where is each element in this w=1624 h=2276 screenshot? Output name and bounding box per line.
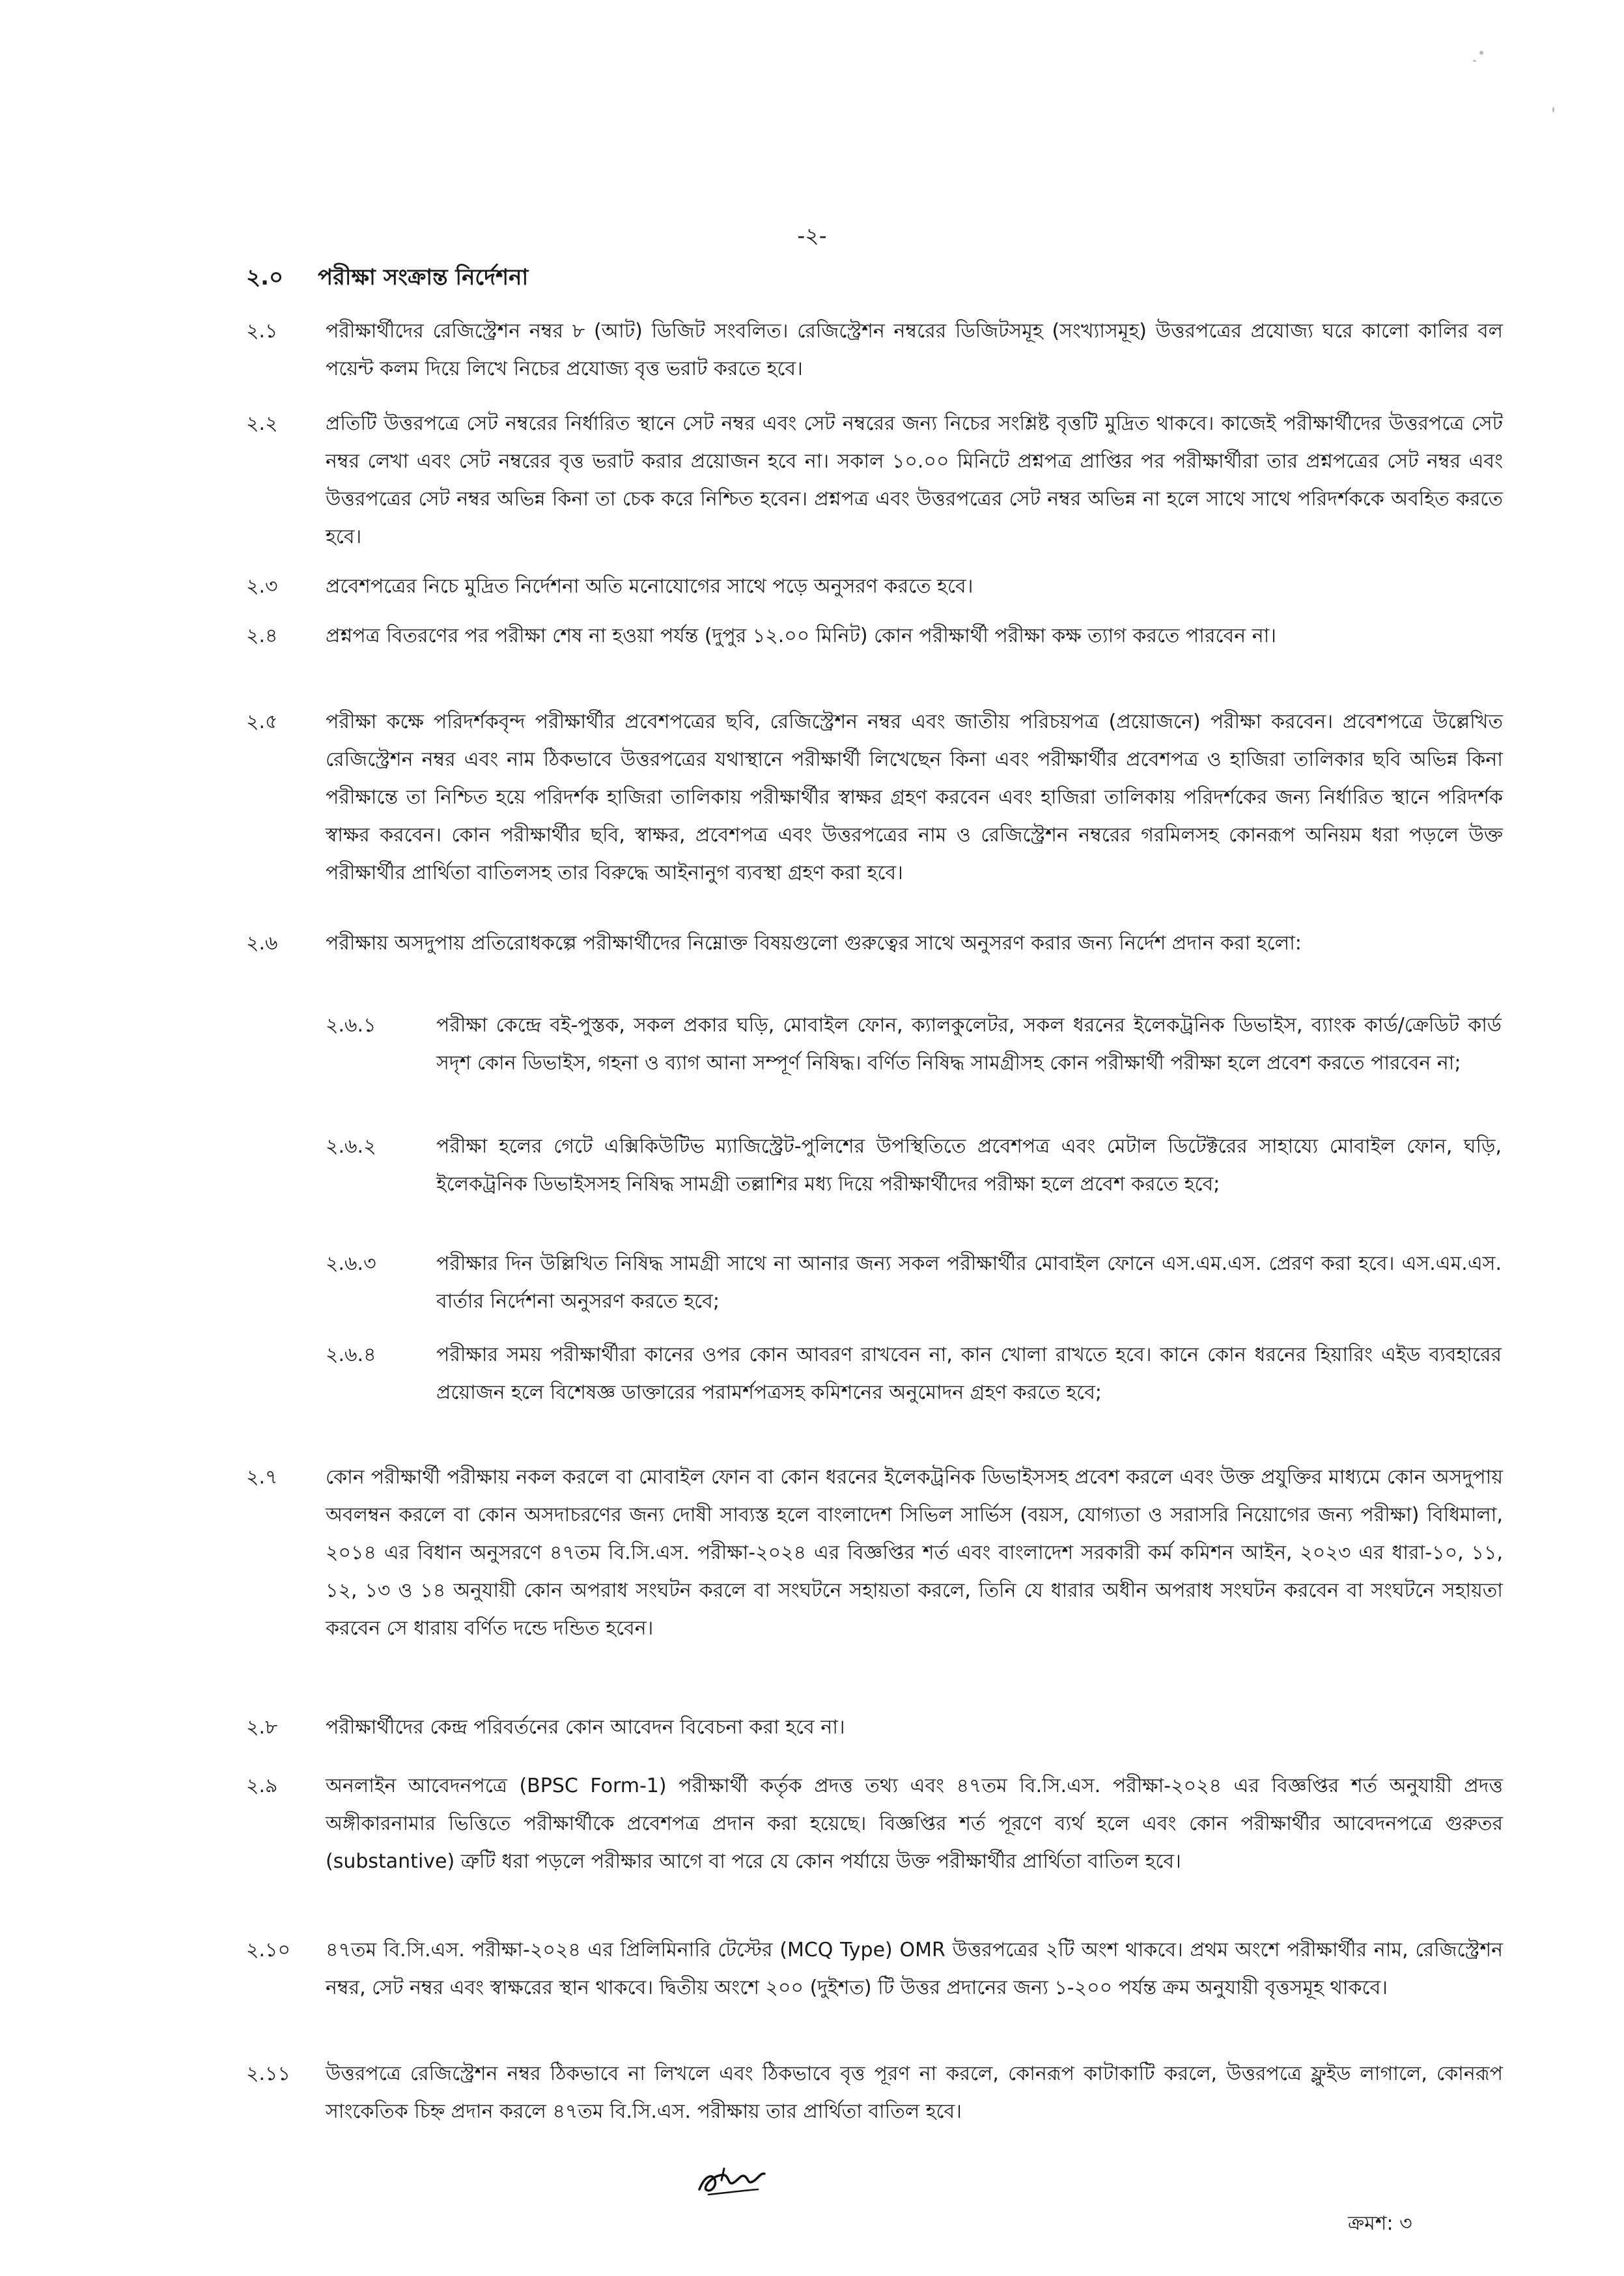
subitem-text: পরীক্ষা হলের গেটে এক্সিকিউটিভ ম্যাজিস্ট্রেট-পুলিশের উপস্থিতিতে প্রবেশপত্র এবং মেটাল ডিটেক্টরের সাহায্যে মোবাইল ফোন, ঘড়ি, ইলেকট্রনিক ডিভাইসসহ নিষিদ্ধ সামগ্রী তল্লাশির মধ্য দিয়ে পরীক্ষার্থীদের পরীক্ষা হলে প্রবেশ করতে হবে; [436, 1135, 1502, 1196]
subitem-text: পরীক্ষা কেন্দ্রে বই-পুস্তক, সকল প্রকার ঘড়ি, মোবাইল ফোন, ক্যালকুলেটর, সকল ধরনের ইলেকট্রনিক ডিভাইস, ব্যাংক কার্ড/ক্রেডিট কার্ড সদৃশ কোন ডিভাইস, গহনা ও ব্যাগ আনা সম্পূর্ণ নিষিদ্ধ। বর্ণিত নিষিদ্ধ সামগ্রীসহ কোন পরীক্ষার্থী পরীক্ষা হলে প্রবেশ করতে পারবেন না; [436, 1014, 1502, 1075]
item-text: পরীক্ষার্থীদের রেজিস্ট্রেশন নম্বর ৮ (আট) ডিজিট সংবলিত। রেজিস্ট্রেশন নম্বরের ডিজিটসমূহ (সংখ্যাসমূহ) উত্তরপত্রের প্রযোজ্য ঘরে কালো কালির বল পয়েন্ট কলম দিয়ে লিখে নিচের প্রযোজ্য বৃত্ত ভরাট করতে হবে। [326, 320, 1503, 380]
footer-continued: ক্রমশ: ৩ [1348, 2212, 1412, 2235]
item-number: ২.২ [246, 412, 278, 435]
item-number: ২.৯ [246, 1775, 278, 1797]
sub-list-item [326, 1245, 1502, 1321]
list-item [246, 617, 1503, 655]
subitem-number: ২.৬.৩ [326, 1252, 376, 1275]
subitem-text: পরীক্ষার সময় পরীক্ষার্থীরা কানের ওপর কোন আবরণ রাখবেন না, কান খোলা রাখতে হবে। কানে কোন ধরনের হিয়ারিং এইড ব্যবহারের প্রয়োজন হলে বিশেষজ্ঞ ডাক্তারের পরামর্শপত্রসহ কমিশনের অনুমোদন গ্রহণ করতে হবে; [436, 1343, 1502, 1404]
list-item [246, 1459, 1503, 1648]
page-number: -২- [797, 223, 827, 248]
item-number: ২.৭ [246, 1466, 278, 1489]
list-item [246, 925, 1503, 962]
list-item [246, 2055, 1503, 2131]
item-text: উত্তরপত্রে রেজিস্ট্রেশন নম্বর ঠিকভাবে না লিখলে এবং ঠিকভাবে বৃত্ত পূরণ না করলে, কোনরূপ কাটাকাটি করলে, উত্তরপত্রে ফ্লুইড লাগালে, কোনরূপ সাংকেতিক চিহ্ন প্রদান করলে ৪৭তম বি.সি.এস. পরীক্ষায় তার প্রার্থিতা বাতিল হবে। [326, 2062, 1504, 2123]
item-number: ২.১১ [246, 2062, 290, 2085]
item-text: পরীক্ষা কক্ষে পরিদর্শকবৃন্দ পরীক্ষার্থীর প্রবেশপত্রের ছবি, রেজিস্ট্রেশন নম্বর এবং জাতীয় পরিচয়পত্র (প্রয়োজনে) পরীক্ষা করবেন। প্রবেশপত্রে উল্লেখিত রেজিস্ট্রেশন নম্বর এবং নাম ঠিকভাবে উত্তরপত্রের যথাস্থানে পরীক্ষার্থী লিখেছেন কিনা এবং পরীক্ষার্থীর প্রবেশপত্র ও হাজিরা তালিকার ছবি অভিন্ন কিনা পরীক্ষান্তে তা নিশ্চিত হয়ে পরিদর্শক হাজিরা তালিকায় পরীক্ষার্থীর স্বাক্ষর গ্রহণ করবেন এবং হাজিরা তালিকায় পরিদর্শকের জন্য নির্ধারিত স্থানে পরিদর্শক স্বাক্ষর করবেন। কোন পরীক্ষার্থীর ছবি, স্বাক্ষর, প্রবেশপত্র এবং উত্তরপত্রের নাম ও রেজিস্ট্রেশন নম্বরের গরমিলসহ কোনরূপ অনিয়ম ধরা পড়লে উক্ত পরীক্ষার্থীর প্রার্থিতা বাতিলসহ তার বিরুদ্ধে আইনানুগ ব্যবস্থা গ্রহণ করা হবে। [326, 710, 1503, 884]
list-item [246, 703, 1503, 892]
sub-list-item [326, 1007, 1502, 1082]
item-text: প্রতিটি উত্তরপত্রে সেট নম্বরের নির্ধারিত স্থানে সেট নম্বর এবং সেট নম্বরের জন্য নিচের সংশ্লিষ্ট বৃত্তটি মুদ্রিত থাকবে। কাজেই পরীক্ষার্থীদের উত্তরপত্রে সেট নম্বর লেখা এবং সেট নম্বরের বৃত্ত ভরাট করার প্রয়োজন হবে না। সকাল ১০.০০ মিনিটে প্রশ্নপত্র প্রাপ্তির পর পরীক্ষার্থীরা তার প্রশ্নপত্রের সেট নম্বর এবং উত্তরপত্রের সেট নম্বর অভিন্ন কিনা তা চেক করে নিশ্চিত হবেন। প্রশ্নপত্র এবং উত্তরপত্রের সেট নম্বর অভিন্ন না হলে সাথে সাথে পরিদর্শককে অবহিত করতে হবে। [326, 412, 1503, 548]
item-text: পরীক্ষার্থীদের কেন্দ্র পরিবর্তনের কোন আবেদন বিবেচনা করা হবে না। [326, 1716, 845, 1739]
item-text: প্রশ্নপত্র বিতরণের পর পরীক্ষা শেষ না হওয়া পর্যন্ত (দুপুর ১২.০০ মিনিট) কোন পরীক্ষার্থী পরীক্ষা কক্ষ ত্যাগ করতে পারবেন না। [326, 625, 1277, 647]
item-number: ২.৬ [246, 932, 278, 955]
subitem-number: ২.৬.৪ [326, 1343, 376, 1366]
list-item [246, 1932, 1503, 2007]
list-item [246, 1767, 1503, 1881]
item-number: ২.৫ [246, 710, 278, 733]
item-number: ২.১০ [246, 1939, 291, 1961]
list-item [246, 313, 1503, 388]
item-text: পরীক্ষায় অসদুপায় প্রতিরোধকল্পে পরীক্ষার্থীদের নিম্নোক্ত বিষয়গুলো গুরুত্বের সাথে অনুসরণ করার জন্য নির্দেশ প্রদান করা হলো: [326, 932, 1302, 955]
item-text: কোন পরীক্ষার্থী পরীক্ষায় নকল করলে বা মোবাইল ফোন বা কোন ধরনের ইলেকট্রনিক ডিভাইসসহ প্রবেশ করলে এবং উক্ত প্রযুক্তির মাধ্যমে কোন অসদুপায় অবলম্বন করলে বা কোন অসদাচরণের জন্য দোষী সাব্যস্ত হলে বাংলাদেশ সিভিল সার্ভিস (বয়স, যোগ্যতা ও সরাসরি নিয়োগের জন্য পরীক্ষা) বিধিমালা, ২০১৪ এর বিধান অনুসরণে ৪৭তম বি.সি.এস. পরীক্ষা-২০২৪ এর বিজ্ঞপ্তির শর্ত এবং বাংলাদেশ সরকারী কর্ম কমিশন আইন, ২০২৩ এর ধারা-১০, ১১, ১২, ১৩ ও ১৪ অনুযায়ী কোন অপরাধ সংঘটন করলে বা সংঘটনে সহায়তা করলে, তিনি যে ধারার অধীন অপরাধ সংঘটন করবেন বা সংঘটনে সহায়তা করবেন সে ধারায় বর্ণিত দন্ডে দন্ডিত হবেন। [326, 1466, 1503, 1640]
sub-list-item [326, 1336, 1502, 1412]
item-number: ২.৩ [246, 575, 278, 598]
item-number: ২.১ [246, 320, 278, 343]
sub-list-item [326, 1128, 1502, 1203]
list-item [246, 405, 1503, 556]
scan-speck [1473, 60, 1476, 62]
item-number: ২.৮ [246, 1716, 278, 1739]
section-title: পরীক্ষা সংক্রান্ত নির্দেশনা [318, 264, 529, 290]
scan-speck [1552, 107, 1554, 113]
item-number: ২.৪ [246, 625, 278, 647]
item-text: ৪৭তম বি.সি.এস. পরীক্ষা-২০২৪ এর প্রিলিমিনারি টেস্টের (MCQ Type) OMR উত্তরপত্রের ২টি অংশ থাকবে। প্রথম অংশে পরীক্ষার্থীর নাম, রেজিস্ট্রেশন নম্বর, সেট নম্বর এবং স্বাক্ষরের স্থান থাকবে। দ্বিতীয় অংশে ২০০ (দুইশত) টি উত্তর প্রদানের জন্য ১-২০০ পর্যন্ত ক্রম অনুযায়ী বৃত্তসমূহ থাকবে। [326, 1939, 1503, 1999]
list-item [246, 568, 1503, 606]
item-text: প্রবেশপত্রের নিচে মুদ্রিত নির্দেশনা অতি মনোযোগের সাথে পড়ে অনুসরণ করতে হবে। [326, 575, 973, 598]
section-heading [246, 260, 528, 298]
subitem-number: ২.৬.১ [326, 1014, 376, 1037]
item-text: অনলাইন আবেদনপত্রে (BPSC Form-1) পরীক্ষার্থী কর্তৃক প্রদত্ত তথ্য এবং ৪৭তম বি.সি.এস. পরীক্ষা-২০২৪ এর বিজ্ঞপ্তির শর্ত অনুযায়ী প্রদত্ত অঙ্গীকারনামার ভিত্তিতে পরীক্ষার্থীকে প্রবেশপত্র প্রদান করা হয়েছে। বিজ্ঞপ্তির শর্ত পূরণে ব্যর্থ হলে এবং কোন পরীক্ষার্থীর আবেদনপত্রে গুরুতর (substantive) ত্রুটি ধরা পড়লে পরীক্ষার আগে বা পরে যে কোন পর্যায়ে উক্ত পরীক্ষার্থীর প্রার্থিতা বাতিল হবে। [326, 1775, 1503, 1873]
section-number: ২.০ [246, 264, 284, 290]
scan-speck [1479, 51, 1483, 55]
subitem-number: ২.৬.২ [326, 1135, 376, 1158]
signature-initial-icon [695, 2161, 767, 2201]
subitem-text: পরীক্ষার দিন উল্লিখিত নিষিদ্ধ সামগ্রী সাথে না আনার জন্য সকল পরীক্ষার্থীর মোবাইল ফোনে এস.এম.এস. প্রেরণ করা হবে। এস.এম.এস. বার্তার নির্দেশনা অনুসরণ করতে হবে; [436, 1252, 1502, 1313]
list-item [246, 1709, 1503, 1747]
